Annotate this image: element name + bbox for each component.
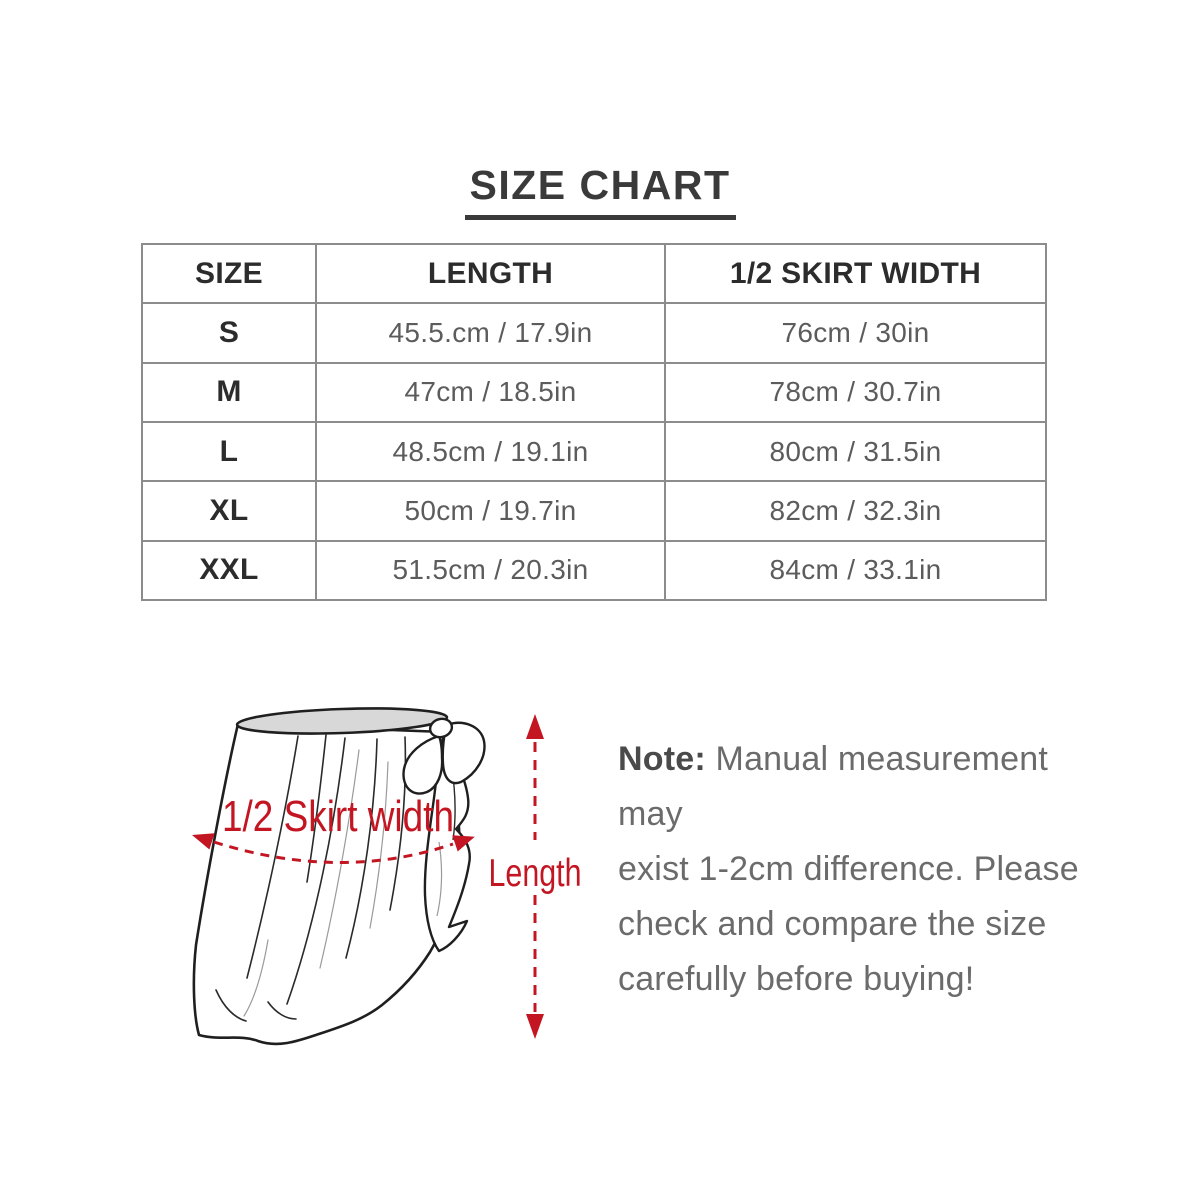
note-line: check and compare the size — [618, 905, 1047, 943]
note-line: Note: Manual measurement may — [618, 740, 1048, 833]
length-cell: 50cm / 19.7in — [316, 481, 665, 540]
size-cell: S — [142, 303, 316, 362]
width-cell: 82cm / 32.3in — [665, 481, 1046, 540]
table-row — [142, 422, 1046, 481]
arrowhead-up-icon — [526, 714, 544, 739]
arrowhead-down-icon — [526, 1014, 544, 1039]
size-table — [141, 243, 1047, 601]
skirt-diagram — [150, 690, 610, 1060]
length-cell: 48.5cm / 19.1in — [316, 422, 665, 481]
page-title-wrap — [0, 164, 1200, 220]
table-row — [142, 363, 1046, 422]
note-line: carefully before buying! — [618, 960, 975, 998]
table-row — [142, 481, 1046, 540]
length-cell: 51.5cm / 20.3in — [316, 541, 665, 600]
size-cell: XXL — [142, 541, 316, 600]
length-label: Length — [488, 852, 582, 895]
column-header-half-skirt-width: 1/2 SKIRT WIDTH — [665, 244, 1046, 303]
width-cell: 84cm / 33.1in — [665, 541, 1046, 600]
note-line: exist 1-2cm difference. Please — [618, 850, 1079, 888]
length-cell: 45.5.cm / 17.9in — [316, 303, 665, 362]
page-title: SIZE CHART — [465, 164, 736, 220]
half-width-label: 1/2 Skirt width — [222, 792, 454, 841]
width-cell: 78cm / 30.7in — [665, 363, 1046, 422]
table-header-row — [142, 244, 1046, 303]
size-cell: XL — [142, 481, 316, 540]
width-cell: 80cm / 31.5in — [665, 422, 1046, 481]
size-cell: L — [142, 422, 316, 481]
length-cell: 47cm / 18.5in — [316, 363, 665, 422]
note-label: Note: — [618, 740, 706, 778]
column-header-size: SIZE — [142, 244, 316, 303]
size-cell: M — [142, 363, 316, 422]
table-row — [142, 303, 1046, 362]
width-cell: 76cm / 30in — [665, 303, 1046, 362]
column-header-length: LENGTH — [316, 244, 665, 303]
arrowhead-left-icon — [192, 833, 215, 849]
note-text — [618, 732, 1098, 1007]
table-row — [142, 541, 1046, 600]
